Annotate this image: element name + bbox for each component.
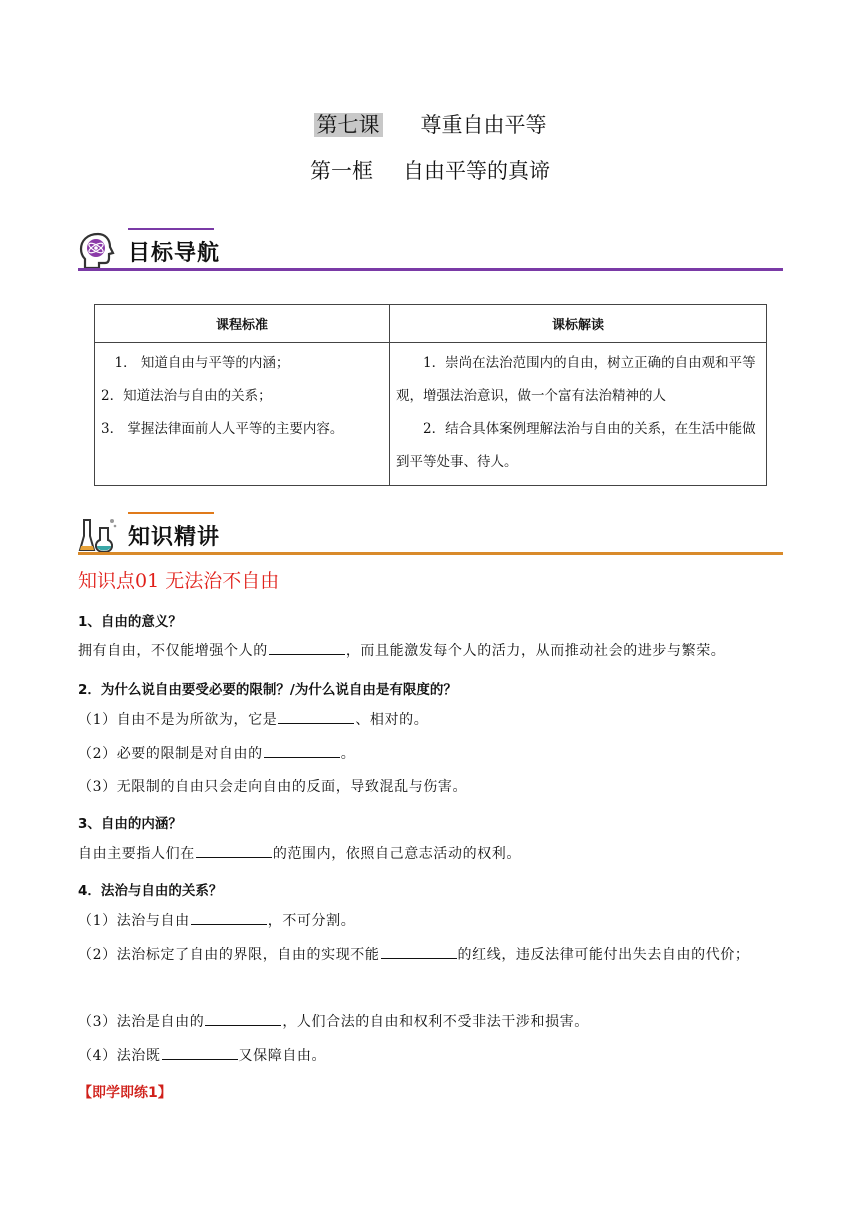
column-header: 课程标准 [95, 305, 390, 343]
standard-item: 3． 掌握法律面前人人平等的主要内容。 [101, 421, 344, 437]
fill-blank[interactable] [196, 843, 272, 858]
standards-table [94, 304, 767, 486]
answer-text: 自由主要指人们在 [78, 846, 195, 862]
fill-blank[interactable] [191, 910, 267, 925]
fill-blank[interactable] [381, 944, 457, 959]
answer-line [78, 635, 786, 667]
answer-line [78, 905, 786, 937]
section-header-nav [78, 228, 783, 272]
frame-number: 第一框 [310, 159, 373, 183]
frame-name: 自由平等的真谛 [403, 159, 550, 183]
standard-item: 1． 知道自由与平等的内涵； [114, 355, 290, 371]
column-header: 课标解读 [390, 305, 767, 343]
answer-line: （3）无限制的自由只会走向自由的反面，导致混乱与伤害。 [78, 779, 468, 795]
answer-text: （3）法治是自由的 [78, 1014, 205, 1030]
lesson-name: 尊重自由平等 [420, 113, 547, 137]
question-title: 3、自由的内涵？ [78, 816, 182, 832]
frame-title [0, 156, 860, 186]
fill-blank[interactable] [278, 709, 354, 724]
standards-cell [95, 343, 390, 486]
answer-text: 又保障自由。 [238, 1048, 327, 1064]
answer-text: ，人们合法的自由和权利不受非法干涉和损害。 [282, 1014, 589, 1030]
lesson-number: 第七课 [314, 113, 383, 137]
answer-line [78, 939, 786, 971]
interpretation-cell [390, 343, 767, 486]
answer-text: （1）法治与自由 [78, 913, 190, 929]
fill-blank[interactable] [264, 743, 340, 758]
section-rule [78, 268, 783, 271]
answer-text: （2）法治标定了自由的界限，自由的实现不能 [78, 947, 380, 963]
answer-text: ，不可分割。 [267, 913, 356, 929]
section-rule [78, 552, 783, 555]
question-title: 2．为什么说自由要受必要的限制？/为什么说自由是有限度的？ [78, 682, 457, 698]
answer-line [78, 738, 786, 770]
answer-text: ，而且能激发每个人的活力，从而推动社会的进步与繁荣。 [345, 643, 726, 659]
answer-line [78, 1006, 786, 1038]
section-header-knowledge [78, 512, 783, 556]
practice-heading: 【即学即练1】 [78, 1085, 172, 1101]
answer-text: 的范围内，依照自己意志活动的权利。 [272, 846, 522, 862]
table-row [95, 343, 767, 486]
flask-icon [78, 516, 118, 554]
section-title: 知识精讲 [128, 525, 221, 550]
answer-text: 拥有自由，不仅能增强个人的 [78, 643, 268, 659]
question-title: 1、自由的意义？ [78, 614, 182, 630]
section-title: 目标导航 [128, 241, 221, 266]
answer-line [78, 838, 786, 870]
answer-text: （2）必要的限制是对自由的 [78, 746, 263, 762]
knowledge-point-title: 知识点01 无法治不自由 [78, 570, 280, 592]
answer-text: 、相对的。 [355, 712, 429, 728]
answer-text: 的红线，违反法律可能付出失去自由的代价； [457, 947, 750, 963]
fill-blank[interactable] [269, 640, 345, 655]
answer-line [78, 1040, 786, 1072]
table-header-row [95, 305, 767, 343]
answer-line [78, 704, 786, 736]
section-accent-line [128, 228, 214, 230]
section-accent-line [128, 512, 214, 514]
answer-text: 。 [340, 746, 356, 762]
brain-atom-icon [78, 232, 118, 270]
standard-item: 2．知道法治与自由的关系； [101, 388, 272, 404]
question-title: 4．法治与自由的关系？ [78, 883, 223, 899]
lesson-title [0, 110, 860, 140]
answer-text: （1）自由不是为所欲为，它是 [78, 712, 278, 728]
fill-blank[interactable] [162, 1045, 238, 1060]
answer-text: （4）法治既 [78, 1048, 161, 1064]
interpretation-item: 2．结合具体案例理解法治与自由的关系，在生活中能做到平等处事、待人。 [396, 421, 756, 470]
fill-blank[interactable] [205, 1011, 281, 1026]
interpretation-item: 1．崇尚在法治范围内的自由，树立正确的自由观和平等观，增强法治意识，做一个富有法治精神的人 [396, 355, 756, 404]
